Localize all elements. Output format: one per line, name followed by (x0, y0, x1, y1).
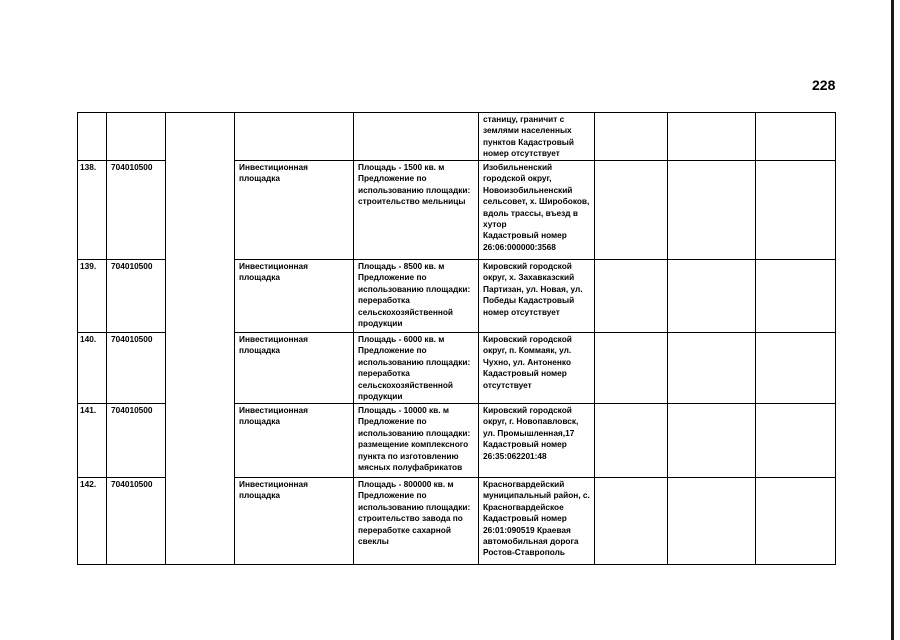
cell-location: Красногвардейский муниципальный район, с. Красногвардейское Кадастровый номер 26:01:090519 Краевая автомобильная дорога Ростов-Ставрополь (479, 478, 595, 565)
cell-empty (595, 260, 668, 333)
cell-params (354, 113, 479, 161)
cell-location: станицу, граничит с землями населенных пунктов Кадастровый номер отсутствует (479, 113, 595, 161)
cell-params: Площадь - 8500 кв. м Предложение по использованию площадки: переработка сельскохозяйственной продукции (354, 260, 479, 333)
cell-empty (595, 333, 668, 404)
cell-params: Площадь - 10000 кв. м Предложение по использованию площадки: размещение комплексного пункта по изготовлению мясных полуфабрикатов (354, 404, 479, 478)
cell-type: Инвестиционная площадка (235, 333, 354, 404)
cell-location: Кировский городской округ, п. Коммаяк, ул. Чухно, ул. Антоненко Кадастровый номер отсутствует (479, 333, 595, 404)
cell-location: Изобильненский городской округ, Новоизобильненский сельсовет, х. Широбоков, вдоль трассы, въезд в хутор Кадастровый номер 26:06:000000:3568 (479, 161, 595, 260)
cell-params: Площадь - 6000 кв. м Предложение по использованию площадки: переработка сельскохозяйственной продукции (354, 333, 479, 404)
cell-empty (595, 478, 668, 565)
cell-empty (756, 333, 836, 404)
cell-number: 142. (78, 478, 107, 565)
cell-number: 138. (78, 161, 107, 260)
cell-type: Инвестиционная площадка (235, 161, 354, 260)
cell-empty (756, 260, 836, 333)
cell-code: 704010500 (107, 478, 166, 565)
cell-empty (668, 478, 756, 565)
cell-type: Инвестиционная площадка (235, 260, 354, 333)
cell-empty (756, 161, 836, 260)
cell-type (235, 113, 354, 161)
cell-location: Кировский городской округ, х. Захавказский Партизан, ул. Новая, ул. Победы Кадастровый номер отсутствует (479, 260, 595, 333)
investment-sites-table (77, 112, 836, 565)
cell-empty (668, 260, 756, 333)
cell-empty (595, 161, 668, 260)
cell-location: Кировский городской округ, г. Новопавловск, ул. Промышленная,17 Кадастровый номер 26:35:062201:48 (479, 404, 595, 478)
table-row (78, 113, 836, 161)
cell-number: 140. (78, 333, 107, 404)
page-number: 228 (812, 77, 836, 93)
cell-empty (756, 113, 836, 161)
cell-type: Инвестиционная площадка (235, 404, 354, 478)
cell-empty (668, 113, 756, 161)
cell-empty (668, 161, 756, 260)
cell-empty (668, 404, 756, 478)
cell-empty (668, 333, 756, 404)
cell-code: 704010500 (107, 260, 166, 333)
cell-type: Инвестиционная площадка (235, 478, 354, 565)
cell-empty (756, 404, 836, 478)
cell-code: 704010500 (107, 333, 166, 404)
cell-number: 139. (78, 260, 107, 333)
cell-code: 704010500 (107, 161, 166, 260)
cell-params: Площадь - 1500 кв. м Предложение по использованию площадки: строительство мельницы (354, 161, 479, 260)
cell-merged-empty (166, 113, 235, 565)
cell-empty (595, 404, 668, 478)
cell-params: Площадь - 800000 кв. м Предложение по использованию площадки: строительство завода по переработке сахарной свеклы (354, 478, 479, 565)
cell-empty (595, 113, 668, 161)
cell-code (107, 113, 166, 161)
cell-number: 141. (78, 404, 107, 478)
cell-code: 704010500 (107, 404, 166, 478)
cell-empty (756, 478, 836, 565)
page-edge-line (891, 0, 894, 640)
cell-number (78, 113, 107, 161)
